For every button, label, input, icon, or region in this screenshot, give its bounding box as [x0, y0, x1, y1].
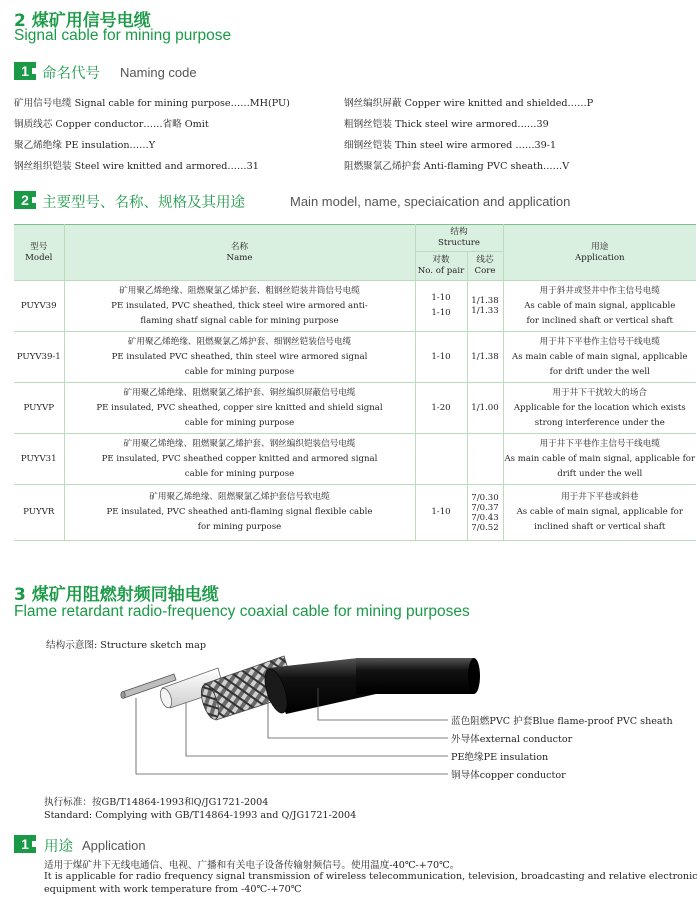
header-application: 用途 Application	[503, 225, 696, 281]
cell-model: PUYV39-1	[14, 332, 64, 383]
standard-cn: 执行标准：按GB/T14864-1993和Q/JG1721-2004	[44, 797, 269, 808]
section-3-title: 3 煤矿用阻燃射频同轴电缆	[14, 585, 219, 605]
callout-external-conductor: 外导体external conductor	[451, 734, 573, 745]
header-structure: 结构 Structure	[415, 225, 503, 252]
header-core: 线芯 Core	[467, 252, 503, 281]
cable-spec-table	[14, 224, 696, 541]
naming-item: 粗钢丝铠装 Thick steel wire armored……39	[344, 119, 549, 130]
section-2-subtitle: Signal cable for mining purpose	[14, 27, 232, 44]
table-row	[14, 332, 696, 383]
models-heading: 主要型号、名称、规格及其用途	[42, 195, 245, 211]
naming-code-heading-en: Naming code	[120, 65, 197, 80]
application-heading-en: Application	[82, 838, 146, 853]
cell-application: 用于斜井或竖井中作主信号电缆 As cable of main signal, applicable for inclined shaft or vertical shaft	[503, 281, 696, 332]
naming-code-heading: 命名代号	[42, 66, 100, 82]
cell-name: 矿用聚乙烯绝缘、阻燃聚氯乙烯护套、细钢丝铠装信号电缆 PE insulated PVC sheathed, thin steel wire armored signal cable for mining purpose	[64, 332, 415, 383]
cell-pairs: 1-10	[415, 485, 467, 541]
naming-item: 铜质线芯 Copper conductor……省略 Omit	[14, 119, 209, 130]
standard-en: Standard: Complying with GB/T14864-1993 and Q/JG1721-2004	[44, 810, 357, 821]
callout-pe-insulation: PE绝缘PE insulation	[451, 752, 549, 763]
naming-item: 钢丝组织铠装 Steel wire knitted and armored……31	[14, 161, 259, 172]
cell-core	[467, 434, 503, 485]
cell-application: 用于井下平巷作主信号干线电缆 As main cable of main signal, applicable for drift under the well	[503, 434, 696, 485]
table-row	[14, 434, 696, 485]
table-row	[14, 485, 696, 541]
number-badge-2: 2	[14, 191, 36, 209]
naming-item: 阻燃聚氯乙烯护套 Anti-flaming PVC sheath……V	[344, 161, 570, 172]
cell-core: 1/1.00	[467, 383, 503, 434]
application-text-en-2: equipment with work temperature from -40℃-+70℃	[44, 884, 302, 895]
cell-core: 7/0.30 7/0.37 7/0.43 7/0.52	[467, 485, 503, 541]
number-badge-3: 1	[14, 835, 36, 853]
cell-model: PUYV39	[14, 281, 64, 332]
header-pairs: 对数 No. of pair	[415, 252, 467, 281]
section-3-subtitle: Flame retardant radio-frequency coaxial cable for mining purposes	[14, 603, 470, 620]
application-text-en-1: It is applicable for radio frequency signal transmission of wireless telecommunication, television, broadcasting and relative electronic	[44, 871, 698, 882]
cell-application: 用于井下干扰较大的场合 Applicable for the location which exists strong interference under the	[503, 383, 696, 434]
cell-name: 矿用聚乙烯绝缘、阻燃聚氯乙烯护套信号软电缆 PE insulated, PVC sheathed anti-flaming signal flexible cable for mining purpose	[64, 485, 415, 541]
cell-pairs: 1-20	[415, 383, 467, 434]
cell-model: PUYV31	[14, 434, 64, 485]
cell-name: 矿用聚乙烯绝缘、阻燃聚氯乙烯护套、铜丝编织屏蔽信号电缆 PE insulated, PVC sheathed, copper sire knitted and shield signal cable for mining purpose	[64, 383, 415, 434]
naming-item: 细钢丝铠装 Thin steel wire armored ……39-1	[344, 140, 557, 151]
application-heading: 用途	[44, 839, 73, 855]
cell-pairs	[415, 434, 467, 485]
naming-item: 钢丝编织屏蔽 Copper wire knitted and shielded……P	[344, 98, 594, 109]
cell-application: 用于井下平巷或斜巷 As cable of main signal, applicable for inclined shaft or vertical shaft	[503, 485, 696, 541]
pvc-sheath	[260, 658, 480, 716]
number-badge-1: 1	[14, 62, 36, 80]
cell-core: 1/1.38	[467, 332, 503, 383]
cell-model: PUYVR	[14, 485, 64, 541]
cell-model: PUYVP	[14, 383, 64, 434]
callout-sheath: 蓝色阻燃PVC 护套Blue flame-proof PVC sheath	[451, 716, 673, 727]
cell-pairs: 1-10	[415, 332, 467, 383]
header-name: 名称 Name	[64, 225, 415, 281]
application-text-cn: 适用于煤矿井下无线电通信、电视、广播和有关电子设备传输射频信号。使用温度-40℃-+70℃。	[44, 860, 460, 871]
naming-item: 聚乙烯绝缘 PE insulation……Y	[14, 140, 156, 151]
sketch-label: 结构示意图: Structure sketch map	[46, 640, 206, 651]
models-heading-en: Main model, name, speciaication and application	[290, 194, 571, 209]
naming-item: 矿用信号电缆 Signal cable for mining purpose……MH(PU)	[14, 98, 290, 109]
table-row	[14, 281, 696, 332]
cell-pairs: 1-10 1-10	[415, 281, 467, 332]
section-2-title: 2 煤矿用信号电缆	[14, 11, 151, 31]
callout-copper-conductor: 铜导体copper conductor	[451, 770, 566, 781]
cell-name: 矿用聚乙烯绝缘、阻燃聚氯乙烯护套、粗钢丝铠装井筒信号电缆 PE insulated, PVC sheathed, thick steel wire armored anti- flaming shatf signal cable for mining purpose	[64, 281, 415, 332]
cell-name: 矿用聚乙烯绝缘、阻燃聚氯乙烯护套、钢丝编织铠装信号电缆 PE insulated, PVC sheathed copper knitted and armored signal cable for mining purpose	[64, 434, 415, 485]
cell-application: 用于井下平巷作主信号干线电缆 As main cable of main signal, applicable for drift under the well	[503, 332, 696, 383]
table-row	[14, 383, 696, 434]
header-model: 型号 Model	[14, 225, 64, 281]
cell-core: 1/1.38 1/1.33	[467, 281, 503, 332]
